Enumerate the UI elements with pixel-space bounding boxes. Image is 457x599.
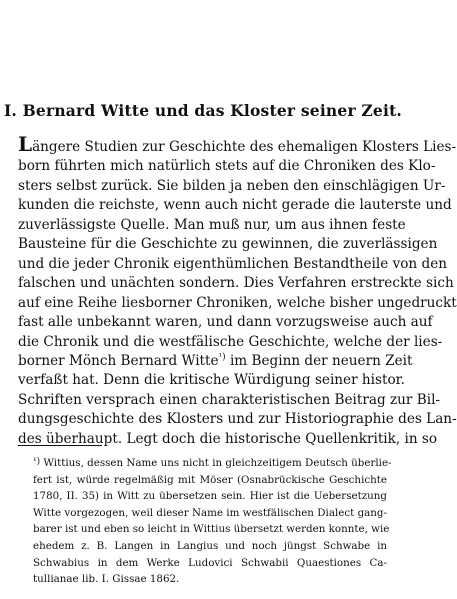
footnote-reference[interactable]: ¹) [218, 352, 226, 363]
text-line: Bausteine für die Geschichte zu gewinnen, die zuverlässigen [18, 236, 438, 253]
text-line: zuverlässigste Quelle. Man muß nur, um aus ihnen feste [18, 216, 406, 233]
text-line: auf eine Reihe liesborner Chroniken, welche bisher ungedruckt [18, 294, 457, 311]
text-line-content: ängere Studien zur Geschichte des ehemaligen Klosters Lies- [32, 139, 457, 155]
footnote-line: barer ist und eben so leicht in Wittius übersetzt werden konnte, wie [33, 523, 390, 536]
text-line-content: borner Mönch Bernard Witte [18, 352, 219, 369]
footnote-line [33, 455, 392, 472]
footnote-line-content: Wittius, dessen Name uns nicht in gleichzeitigem Deutsch überlie- [43, 457, 392, 469]
text-line: und die jeder Chronik eigenthümlichen Bestandtheile von den [18, 255, 448, 272]
text-line: die Chronik und die westfälische Geschichte, welche der lies- [18, 333, 443, 350]
text-line: falschen und unächten sondern. Dies Verfahren erstreckte sich [18, 275, 454, 292]
footnote-marker: ¹) [33, 457, 41, 467]
footnote-line: ehedem z. B. Langen in Langius und noch jüngst Schwabe in [33, 539, 387, 552]
text-line: sters selbst zurück. Sie bilden ja neben den einschlägigen Ur- [18, 177, 446, 194]
text-line: des überhaupt. Legt doch die historische Quellenkritik, in so [18, 430, 438, 447]
text-line: Schriften versprach einen charakteristischen Beitrag zur Bil- [18, 391, 441, 408]
text-line: verfaßt hat. Denn die kritische Würdigung seiner histor. [18, 372, 405, 389]
initial-letter: L [18, 132, 33, 156]
text-line [18, 352, 413, 371]
text-line: born führten mich natürlich stets auf die Chroniken des Klo- [18, 158, 436, 175]
footnote-line: Schwabius in dem Werke Ludovici Schwabii Quaestiones Ca- [33, 556, 387, 569]
text-line-content: im Beginn der neuern Zeit [225, 352, 413, 369]
text-line: kunden die reichste, wenn auch nicht gerade die lauterste und [18, 197, 452, 214]
footnote [33, 455, 392, 588]
chapter-heading: I. Bernard Witte und das Kloster seiner Zeit. [3, 101, 403, 120]
body-paragraph [18, 132, 457, 449]
footnote-line: Witte vorgezogen, weil dieser Name im westfälischen Dialect gang- [33, 506, 387, 519]
text-line: dungsgeschichte des Klosters und zur Historiographie des Lan- [18, 411, 457, 428]
footnote-line: fert ist, würde regelmäßig mit Möser (Osnabrückische Geschichte [33, 473, 387, 486]
footnote-line: tullianae lib. I. Gissae 1862. [33, 573, 180, 586]
footnote-separator [18, 445, 102, 446]
text-line: fast alle unbekannt waren, und dann vorzugsweise auch auf [18, 314, 433, 331]
footnote-line: 1780, II. 35) in Witt zu übersetzen sein. Hier ist die Uebersetzung [33, 490, 387, 503]
text-line [18, 132, 457, 157]
